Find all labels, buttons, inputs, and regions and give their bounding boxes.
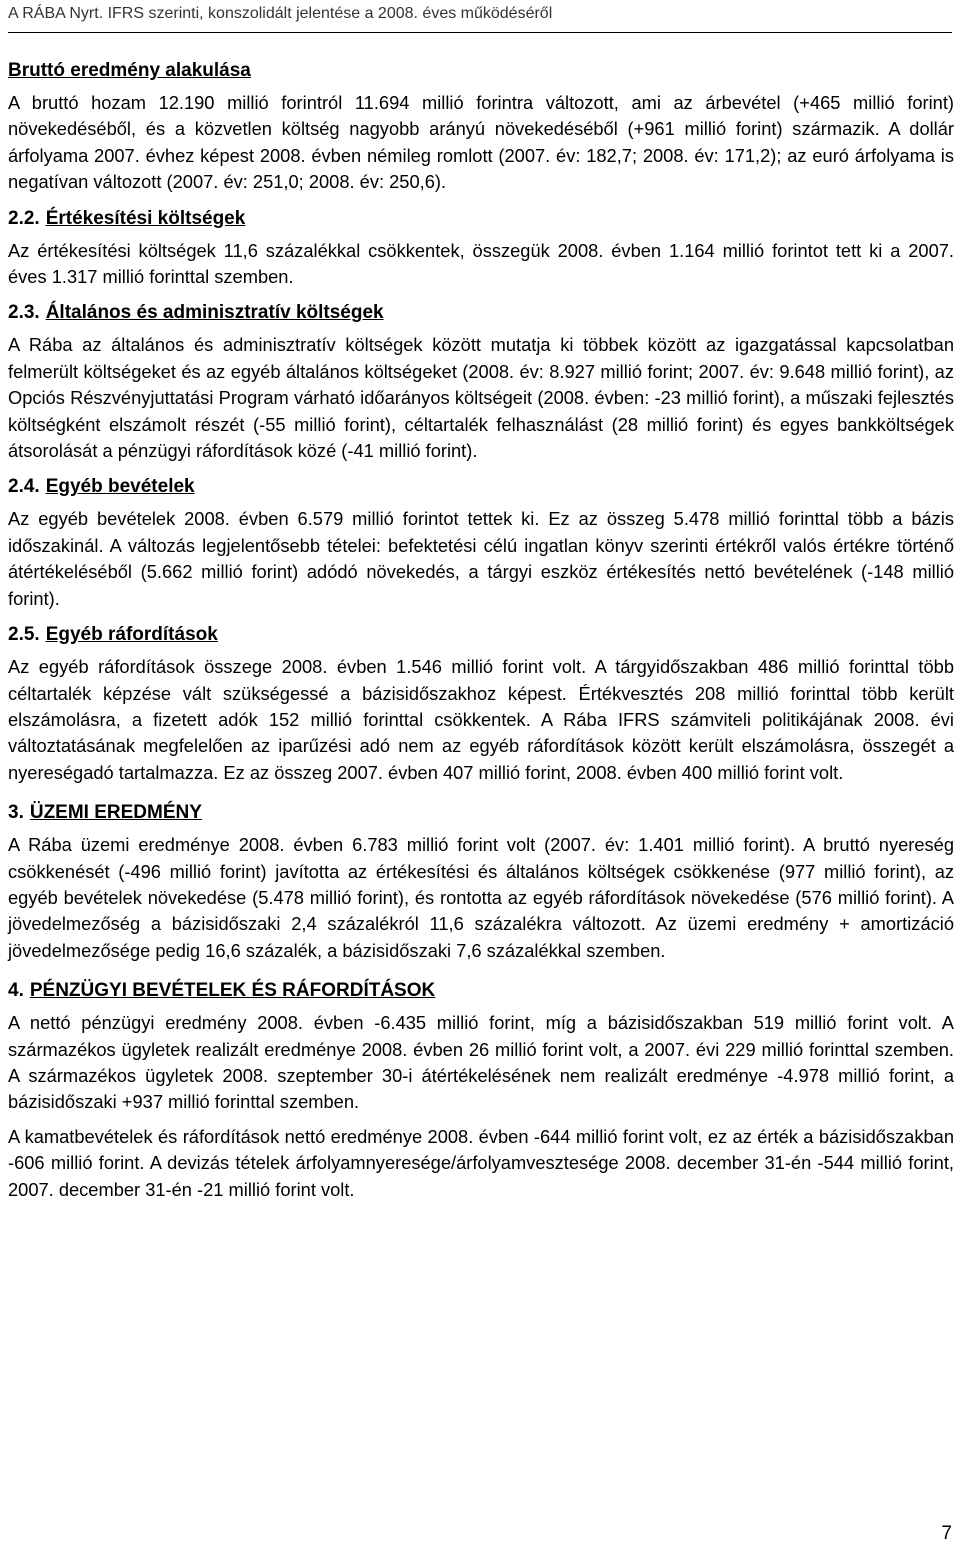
section-title: Értékesítési költségek: [45, 207, 246, 229]
section-heading: [8, 206, 954, 232]
section-title: Egyéb ráfordítások: [45, 624, 218, 646]
section-heading: [8, 58, 954, 84]
paragraph: A bruttó hozam 12.190 millió forintról 11.694 millió forintra változott, ami az árbevétel (+465 millió forint) növekedéséből, és a közvetlen költség nagyobb arányú növekedéséből (+961 millió forint) származik. A dollár árfolyama 2007. évhez képest 2008. évben némileg romlott (2007. év: 182,7; 2008. év: 171,2); az euró árfolyama is negatívan változott (2007. év: 251,0; 2008. év: 250,6).: [8, 92, 954, 193]
section-2-5: [8, 622, 954, 786]
paragraph: A Rába az általános és adminisztratív költségek között mutatja ki többek között az igazgatással kapcsolatban felmerült költségeket és az egyéb általános költségeket (2008. év: 8.927 millió forint; 2007. év: 9.648 millió forint), az Opciós Részvényjuttatási Program várható időarányos költségeit (2008. évben: -23 millió forint), a műszaki fejlesztés költségként elszámolt részét (-55 millió forint), céltartalék felhasználást (28 millió forint) és egyes bankköltségek átsorolását a pénzügyi ráfordítások közé (-41 millió forint).: [8, 334, 954, 462]
paragraph: A Rába üzemi eredménye 2008. évben 6.783 millió forint volt (2007. év: 1.401 millió forint). A bruttó nyereség csökkenését (-496 millió forint) javította az értékesítési és általános költségek csökkenése (977 millió forint), az egyéb bevételek növekedése (5.478 millió forint), és rontotta az egyéb ráfordítások növekedése (576 millió forint). A jövedelmezőség a bázisidőszaki 2,4 százalékról 11,6 százalékra változott. Az üzemi eredmény + amortizáció jövedelmezősége pedig 16,6 százalék, a bázisidőszaki 7,6 százalékkal szemben.: [8, 834, 954, 961]
paragraph: A nettó pénzügyi eredmény 2008. évben -6.435 millió forint, míg a bázisidőszakban 519 millió forint volt. A származékos ügyletek realizált eredménye 2008. évben 26 millió forint volt, a 2007. évi 229 millió forinttal szemben. A származékos ügyletek 2008. szeptember 30-i átértékelésének nem realizált eredménye -4.978 millió forint, a bázisidőszaki +937 millió forinttal szemben.: [8, 1012, 954, 1113]
section-2-4: [8, 474, 954, 612]
section-number: 2.4.: [8, 476, 40, 498]
section-heading: [8, 300, 954, 326]
page-number: 7: [941, 1523, 952, 1544]
section-2-3: [8, 300, 954, 464]
section-title: ÜZEMI EREDMÉNY: [29, 802, 202, 824]
paragraph: Az egyéb bevételek 2008. évben 6.579 millió forintot tettek ki. Ez az összeg 5.478 millió forinttal több a bázis időszakinál. A változás legjelentősebb tételei: befektetési célú ingatlan könyv szerinti értékről valós értékre történő átértékeléséből (5.662 millió forint) adódó növekedés, a tárgyi eszköz értékesítés nettó bevételének (-148 millió forint).: [8, 508, 954, 609]
section-number: 2.5.: [8, 624, 40, 646]
section-title: Bruttó eredmény alakulása: [8, 60, 251, 81]
document-body: [8, 58, 954, 1213]
section-gross-profit: [8, 58, 954, 196]
section-number: 2.2.: [8, 207, 40, 229]
section-3: [8, 800, 954, 964]
section-title: Egyéb bevételek: [45, 476, 195, 498]
section-heading: [8, 622, 954, 648]
paragraph: Az értékesítési költségek 11,6 százalékkal csökkentek, összegük 2008. évben 1.164 millió forintot tett ki a 2007. éves 1.317 millió forinttal szemben.: [8, 239, 954, 288]
section-heading: [8, 474, 954, 500]
section-number: 2.3.: [8, 302, 40, 324]
section-heading: [8, 800, 954, 826]
paragraph: A kamatbevételek és ráfordítások nettó eredménye 2008. évben -644 millió forint volt, ez az érték a bázisidőszakban -606 millió forint. A devizás tételek árfolyamnyeresége/árfolyamveszteségе 2008. december 31-én -544 millió forint, 2007. december 31-én -21 millió forint volt.: [8, 1125, 954, 1200]
paragraph: Az egyéb ráfordítások összege 2008. évben 1.546 millió forint volt. A tárgyidőszakban 486 millió forinttal több céltartalék képzése vált szükségessé a bázisidőszakhoz képest. Értékvesztés 208 millió forinttal több került elszámolásra, a fizetett adók 152 millió forinttal csökkentek. A Rába IFRS számviteli politikájának 2008. évi változtatásának megfelelően az iparűzési adó nem az egyéb ráfordítások között került elszámolásra, összegét a nyereségadó tartalmazza. Ez az összeg 2007. évben 407 millió forint, 2008. évben 400 millió forint volt.: [8, 656, 954, 783]
section-4: [8, 978, 954, 1203]
section-title: Általános és adminisztratív költségek: [45, 302, 384, 324]
section-number: 3.: [8, 802, 24, 824]
header-text: A RÁBA Nyrt. IFRS szerinti, konszolidált jelentése a 2008. éves működéséről: [8, 5, 553, 22]
section-number: 4.: [8, 980, 24, 1002]
section-2-2: [8, 206, 954, 291]
section-heading: [8, 978, 954, 1004]
section-title: PÉNZÜGYI BEVÉTELEK ÉS RÁFORDÍTÁSOK: [29, 980, 436, 1002]
page-header: [8, 5, 952, 33]
